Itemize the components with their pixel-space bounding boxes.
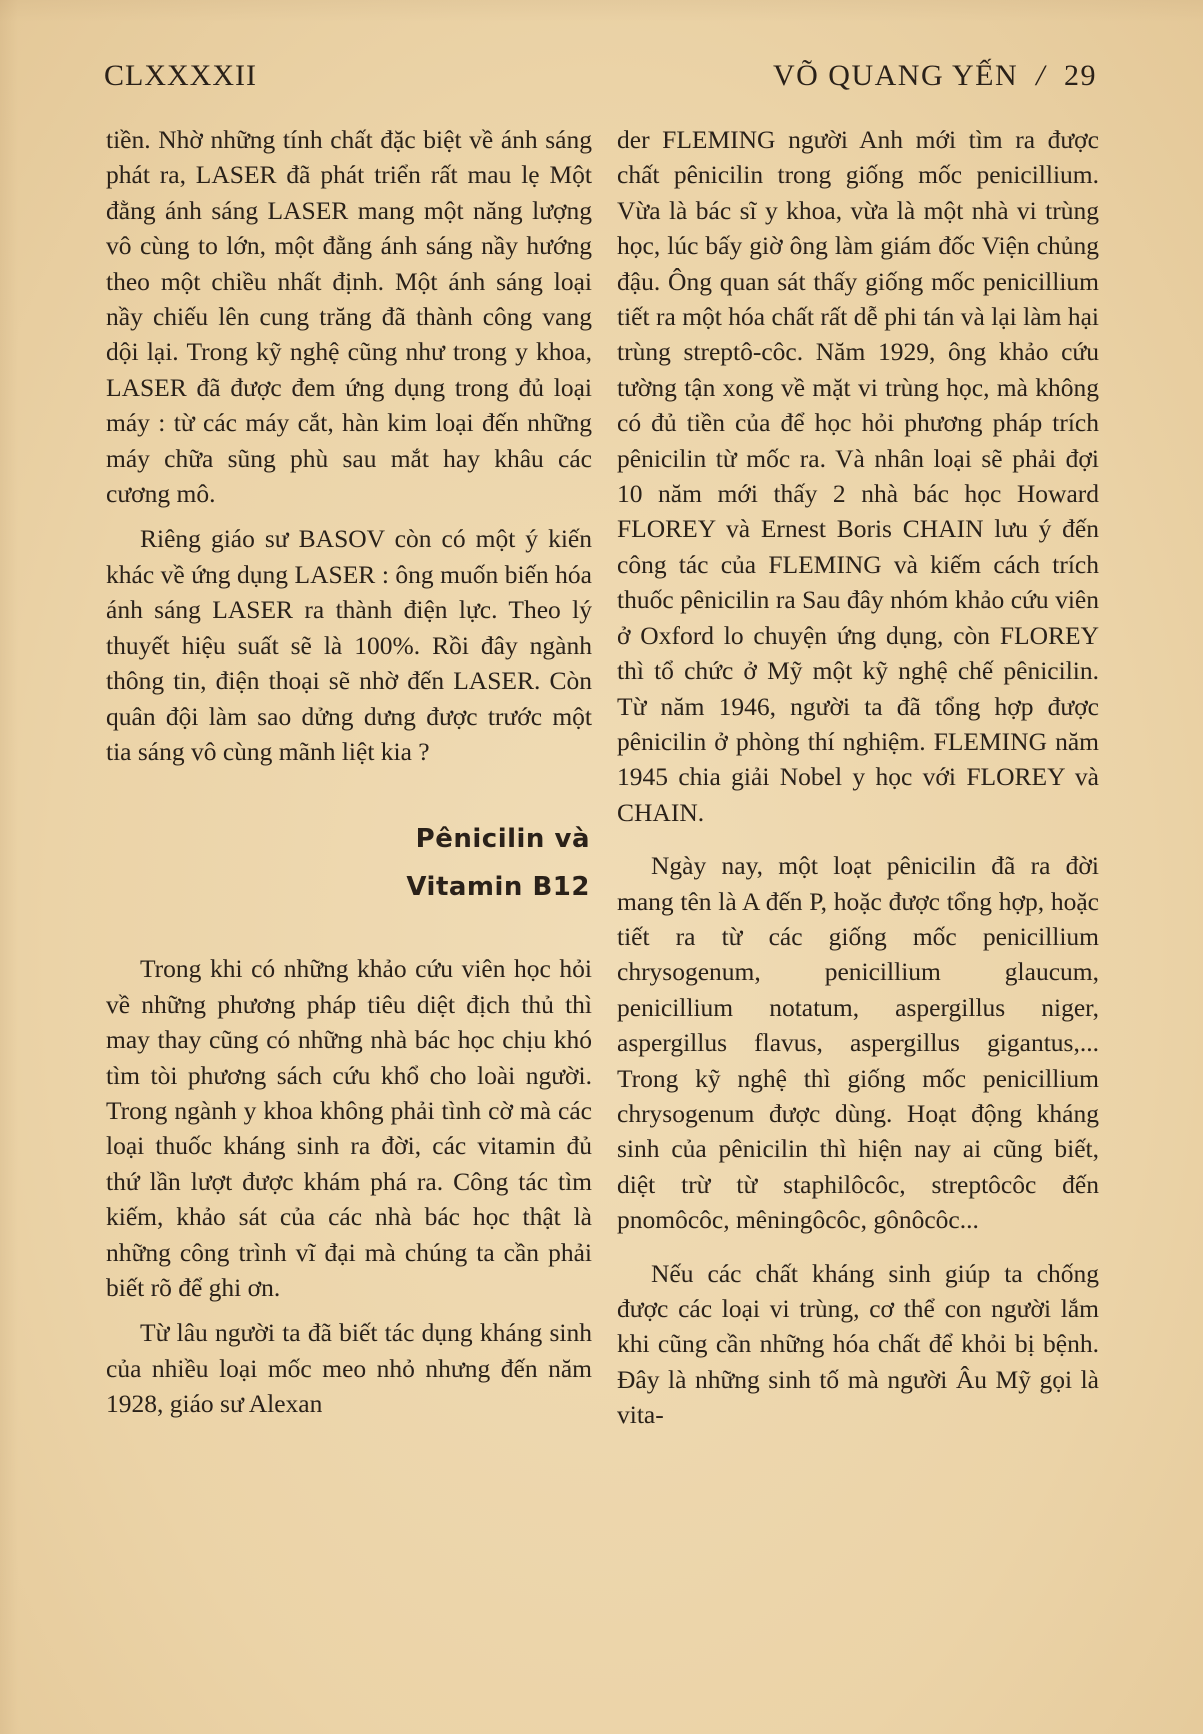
running-title: CLXXXXII (104, 59, 257, 92)
section-heading-line-2: Vitamin B12 (406, 872, 590, 903)
left-column (106, 122, 592, 1432)
section-heading-line-1: Pênicilin và (415, 824, 590, 855)
paragraph-vitamins: Nếu các chất kháng sinh giúp ta chống được các loại vi trùng, cơ thể con người lắm khi cũng cần những hóa chất để khỏi bị bệnh. Đây là những sinh tố mà người Âu Mỹ gọi là vita- (617, 1258, 1099, 1430)
author-page-block (773, 59, 1097, 93)
paragraph-fleming-intro: Từ lâu người ta đã biết tác dụng kháng sinh của nhiều loại mốc meo nhỏ nhưng đến năm 1928, giáo sư Alexan (106, 1318, 592, 1419)
paragraph-basov: Riêng giáo sư BASOV còn có một ý kiến khác về ứng dụng LASER : ông muốn biến hóa ánh sáng LASER ra thành điện lực. Theo lý thuyết hiệu suất sẽ là 100%. Rồi đây ngành thông tin, điện thoại sẽ nhờ đến LASER. Còn quân đội làm sao dửng dưng được trước một tia sáng vô cùng mãnh liệt kia ? (106, 524, 592, 766)
page-header (104, 52, 1097, 100)
paragraph-laser-continued: tiền. Nhờ những tính chất đặc biệt về ánh sáng phát ra, LASER đã phát triển rất mau lẹ Một đằng ánh sáng LASER mang một năng lượng vô cùng to lớn, một đằng ánh sáng nầy hướng theo một chiều nhất định. Một ánh sáng loại nầy chiếu lên cung trăng đã thành công vang dội lại. Trong kỹ nghệ cũng như trong y khoa, LASER đã được đem ứng dụng trong đủ loại máy : từ các máy cắt, hàn kim loại đến những máy chữa sũng phù sau mắt hay khâu các cương mô. (106, 125, 592, 509)
section-heading (106, 815, 592, 911)
paragraph-researchers: Trong khi có những khảo cứu viên học hỏi về những phương pháp tiêu diệt địch thủ thì may thay cũng có những nhà bác học chịu khó tìm tòi phương sách cứu khổ cho loài người. Trong ngành y khoa không phải tình cờ mà các loại thuốc kháng sinh ra đời, các vitamin đủ thứ lần lượt được khám phá ra. Công tác tìm kiếm, khảo sát của các nhà bác học thật là những công trình vĩ đại mà chúng ta cần phải biết rõ để ghi ơn. (106, 954, 592, 1302)
author-name: VÕ QUANG YẾN (772, 59, 1019, 92)
page-number: 29 (1064, 59, 1097, 92)
header-separator: / (1036, 59, 1046, 92)
right-column (617, 122, 1099, 1443)
paragraph-penicilin-types: Ngày nay, một loạt pênicilin đã ra đời mang tên là A đến P, hoặc được tổng hợp, hoặc tiết ra từ các giống mốc penicillium chrysogenum, penicillium glaucum, penicillium notatum, aspergillus niger, aspergillus flavus, aspergillus gigantus,... Trong kỹ nghệ thì giống mốc penicillium chrysogenum được dùng. Hoạt động kháng sinh của pênicilin thì hiện nay ai cũng biết, diệt trừ từ staphilôcôc, streptôcôc đến pnomôcôc, mêningôcôc, gônôcôc... (617, 851, 1099, 1235)
paragraph-fleming: der FLEMING người Anh mới tìm ra được chất pênicilin trong giống mốc penicillium. Vừa là bác sĩ y khoa, vừa là một nhà vi trùng học, lúc bấy giờ ông làm giám đốc Viện chủng đậu. Ông quan sát thấy giống mốc penicillium tiết ra một hóa chất rất dễ phi tán và lại làm hại trùng streptô-côc. Năm 1929, ông khảo cứu tường tận xong về mặt vi trùng học, mà không có đủ tiền của để học hỏi phương pháp trích pênicilin từ mốc ra. Và nhân loại sẽ phải đợi 10 năm mới thấy 2 nhà bác học Howard FLOREY và Ernest Boris CHAIN lưu ý đến công tác của FLEMING và kiếm cách trích thuốc pênicilin ra Sau đây nhóm khảo cứu viên ở Oxford lo chuyện ứng dụng, còn FLOREY thì tổ chức ở Mỹ một kỹ nghệ chế pênicilin. Từ năm 1946, người ta đã tổng hợp được pênicilin ở phòng thí nghiệm. FLEMING năm 1945 chia giải Nobel y học với FLOREY và CHAIN. (617, 125, 1099, 827)
